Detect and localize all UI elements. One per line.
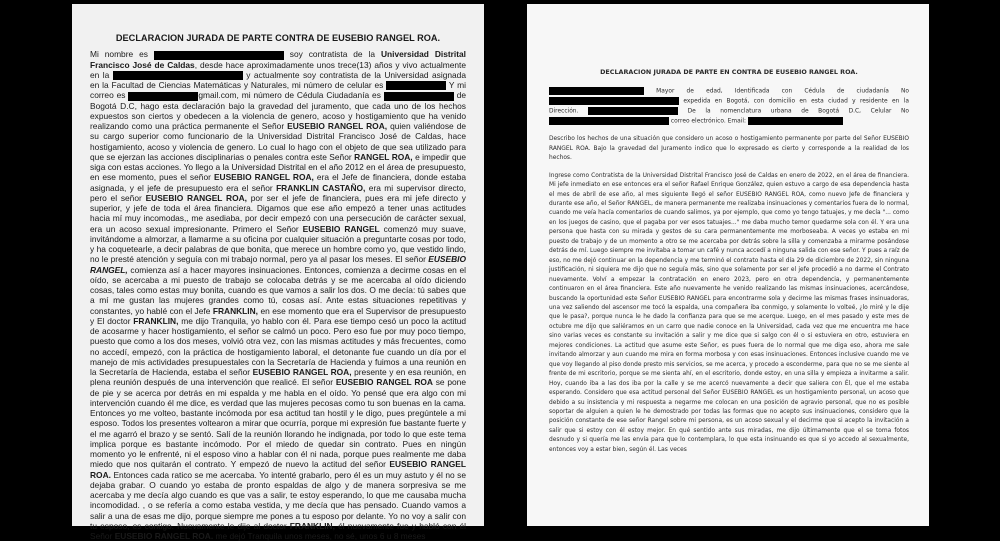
redaction-bar	[748, 117, 843, 125]
scanned-page-left	[72, 4, 484, 541]
redaction-bar	[154, 51, 284, 60]
redaction-bar	[549, 97, 679, 105]
declarant-header: Mayor de edad, Identificada con Cédula de ciudadanía No expedida en Bogotá, con domicilio en esta ciudad y residente en la Dirección. De la nomenclatura urbana de Bogotá D.C, Celular No correo electrónico. Email:	[549, 88, 910, 125]
declaration-text: Mi nombre es soy contratista de la Universidad Distrital Francisco José de Caldas, desde hace aproximadamente unos trece(13) años y vivo actualmente en la y actualmente soy contratista de la Universidad asignada en la Facultad de Ciencias Matemáticas y Naturales, mi número de celular es Y mi correo es gmail.com, mi número de Cédula Ciudadanía es de Bogotá D.C, hago esta declaración bajo la gravedad del juramento, que cada uno de los hechos expuestos son ciertos y obedecen a la violencia de genero, acoso y hostigamiento que ha venido realizando como una práctica permanente el Señor EUSEBIO RANGEL ROA, quien valiéndose de su cargo superior como funcionario de la Universidad Distrital Francisco José de Caldas, hace hostigamiento, acoso y violencia de genero. Lo cual lo hago con el objeto de que sea utilizado para que se ejerzan las acciones disciplinarias o penales contra este Señor RANGEL ROA, e impedir que siga con estas acciones. Yo llego a la Universidad Distrital en el año 2012 en el área de presupuesto, en ese momento, pues el señor EUSEBIO RANGEL ROA, era el Jefe de financiera, donde estaba asignada, y el jefe de presupuesto era el señor FRANKLIN CASTAÑO, era mi supervisor directo, pero el señor EUSEBIO RANGEL ROA, por ser el jefe de financiera, pues era mi jefe directo y superior, y jefe de toda el área financiera. Digamos que ese año empezó a tener unas actitudes hacia mí muy incomodas,, me asediaba, por decir empezó con una persecución de carácter sexual, era un acoso sexual impresionante. Primero el Señor EUSEBIO RANGEL comenzó muy suave, invitándome a almorzar, a llamarme a su oficina por cualquier situación a preguntarte cosas por todo, y ha coquetearle, a decir palabras de que bonita, que merece un hombre como yo, que vestido lindo, no le presté atención y seguía con mi trabajo normal, pero ya al pasar los meses. El señor EUSEBIO RANGEL, comienza así a hacer mayores insinuaciones. Entonces, comienza a decirme cosas en el oído, se acercaba a mi puesto de trabajo se colocaba detrás y se me acercaba al oído diciendo cosas, tales como estas muy bonita, cuando es que vamos a salir los dos. O me decía: tú sabes que a mí me gustan las mujeres grandes como tú, cosas así. Ante estas situaciones repetitivas y constantes, yo hablé con el Jefe FRANKLIN, en ese momento que era el Supervisor de presupuesto y El doctor FRANKLIN, me dijo Tranquila, yo hablo con él. Para ese tiempo cesó un poco la actitud de acosarme y hacer hostigamiento, el señor se calmó un poco. Pero eso fue por muy poco tiempo, puesto que como a los dos meses, volvió otra vez, con las mismas actitudes y más frecuentes, como no accedí, empezó, con la práctica de hostigamiento laboral, el detonante fue cuando un día por el manejo de mis actividades presupuestales con la Secretaría de Hacienda y fuimos a una reunión en la Secretaría de Hacienda, estaba el señor EUSEBIO RANGEL ROA, presente y en esa reunión, en plena reunión después de una intervención que realicé. El señor EUSEBIO RANGEL ROA se pone de pie y se acerca por detrás en mi espalda y me habla en el oído. Yo pensé que era algo con mi intervención cuando él me dice, es verdad que las mujeres pecosas como tu son buenas en la cama. Entonces yo me volteo, bastante incómoda por esa actitud tan hostil y le digo, pues pregúntele a mi esposo. Todos los presentes voltearon a mirar que ocurría, porque mi expresión fue bastante fuerte y el me agarró el brazo y se sentó. Salí de la reunión llorando he indignada, por todo lo que este tema implica porque es bastante incómodo. Por el miedo de quedar sin contrato. Pues en ningún momento yo le enfrenté, ni el esposo vino a hablar con él ni nada, porque pues realmente me daba miedo que nos quitarán el contrato. Y empezó de nuevo la actitud del señor EUSEBIO RANGEL ROA. Entonces cada ratico se me acercaba. Yo intenté grabarlo, pero él es un muy astuto y él no se dejaba grabar. O cuando yo estaba de pronto espaldas de algo y de manera sorpresiva se me acercaba y me decía algo cuando es que vas a salir, te estoy esperando, lo que me causaba mucha incomodidad. , o se refería a como estaba vestida, y me decía que has pensado. Cuando vamos a salir a una de esas me dijo, porque siempre me pones a tu esposo por delante. Yo no voy a salir con tu esposo, es contigo. Nuevamente le dije al doctor FRANKLIN, él nuevamente fue y habló con él Señor EUSEBIO RANGEL ROA. me dejó Tranquila unos meses, no sé, unos 6 u 8 meses	[90, 49, 467, 541]
document-title: DECLARACION JURADA DE PARTE CONTRA DE EUSEBIO RANGEL ROA.	[115, 33, 441, 43]
redaction-bar	[549, 117, 669, 125]
redaction-bar	[128, 92, 198, 101]
redaction-bar	[549, 87, 644, 95]
intro-paragraph: Describo los hechos de una situación que considero un acoso o hostigamiento permanente por parte del Señor EUSEBIO RANGEL ROA. Bajo la gravedad del Juramento indico que lo expresado es cierto y corresponde a la realidad de los hechos.	[549, 136, 909, 162]
redaction-bar	[386, 81, 446, 90]
redaction-bar	[588, 107, 678, 115]
scanned-page-right	[527, 4, 929, 526]
document-title: DECLARACION JURADA DE PARTE EN CONTRA DE EUSEBIO RANGEL ROA.	[600, 68, 858, 76]
facts-paragraph: Ingrese como Contratista de la Universidad Distrital Francisco José de Caldas en enero de 2022, en el área de financiera. Mi jefe inmediato en ese entonces era el señor Rafael Enrique González, quien estuvo a cargo de esa dependencia hasta el mes de abril de ese año, al mes siguiente llegó el señor EUSEBIO RANGEL ROA, como nuevo Jefe de financiera y durante ese año, el Señor RANGEL, de manera permanente me realizaba insinuaciones y comentarios fuera de lo normal, cuando me veía hacía comentarios de cuando salimos, ya por ejemplo, que como yo tengo tatuajes, y me decía "... como en los juegos de casino, que el pagaba por ver esos tatuajes..." me daba mucho temor quedarme sola con él. Y era una persona que hasta con su mirada y gestos de su cara permanentemente me morboseaba. A veces yo estaba en mi puesto de trabajo y de un momento a otro se me acercaba por detrás sobre la silla y comenzaba a mirarme posándose detrás de mí. Luego siempre me invitaba a tomar un café y nunca accedí a ninguna salida con ese señor. Y pues a raíz de eso, no me dejó continuar en la dependencia y me terminó el contrato hasta el día 29 de diciembre de 2022, sin ninguna justificación, ni siquiera me dijo que no seguía más, sino que solamente por ser el jefe procedió a no darme el Contrato nuevamente. Volví a empezar la contratación en enero 2023, pero en otra dependencia, y permanentemente continuaron en el área financiera. Este año nuevamente he venido realizando las mismas insinuaciones, acercándose, buscando la oportunidad este Señor EUSEBIO RANGEL para encontrarme sola y decirme las mismas frases insinuadoras, una vez saliendo del ascensor me tocó la espalda, una compañera iba conmigo, y solamente lo volteé, ¿lo miré y le dije que le pasa?, porque nunca le he dado la confianza para que se me acerque. Luego, en el mes pasado y este mes de octubre me dijo que saliéramos en un carro que nadie conoce en la Universidad, cada vez que me encuentra me hace sino varias veces es constante su invitación a salir y me dice que si salgo con él o si estuviera en otro, estuviera en mejores condiciones. La actitud que asume este Señor, es pues fuera de lo normal que me diga eso, ahora me sale invitando almorzar y aun cuando me mira en forma morbosa y con esas insinuaciones. Entonces inclusive cuando me ve que voy llegando al piso donde presto mis servicios, se me acerca, y procedo a esconderme, para que no se me siente al frente de mi escritorio, porque se me sienta ahí, en el escritorio, donde estoy, en una silla y empieza a invitarme a salir. Hoy, cuando iba a las dos iba por la calle y se me acercó nuevamente a decir que saliera con Él, que el me estaba esperando. Considero que esa actitud personal del Señor EUSEBIO RANGEL es un hostigamiento personal, un acoso que debido a su insistencia y mi respuesta a negarme me colocan en una posición de agravio personal, que no es posible soportar de alguien a quien le he demostrado por todas las formas que no acepto sus insinuaciones, considero que la posición constante de ese señor Rangel sobre mi persona, es un acoso sexual y el decirme que si acepto la invitación a salir que si estoy con él estoy mejor. En qué sentido ante sus miradas, me dijo últimamente que el se toma fotos desnudo y si quería me las envía para que lo contemplara, lo que esta insinuando es que si yo accedo al sexualmente, entonces voy a estar bien, según él. Las veces	[549, 172, 909, 453]
redaction-bar	[113, 71, 243, 80]
redaction-bar	[384, 92, 454, 101]
